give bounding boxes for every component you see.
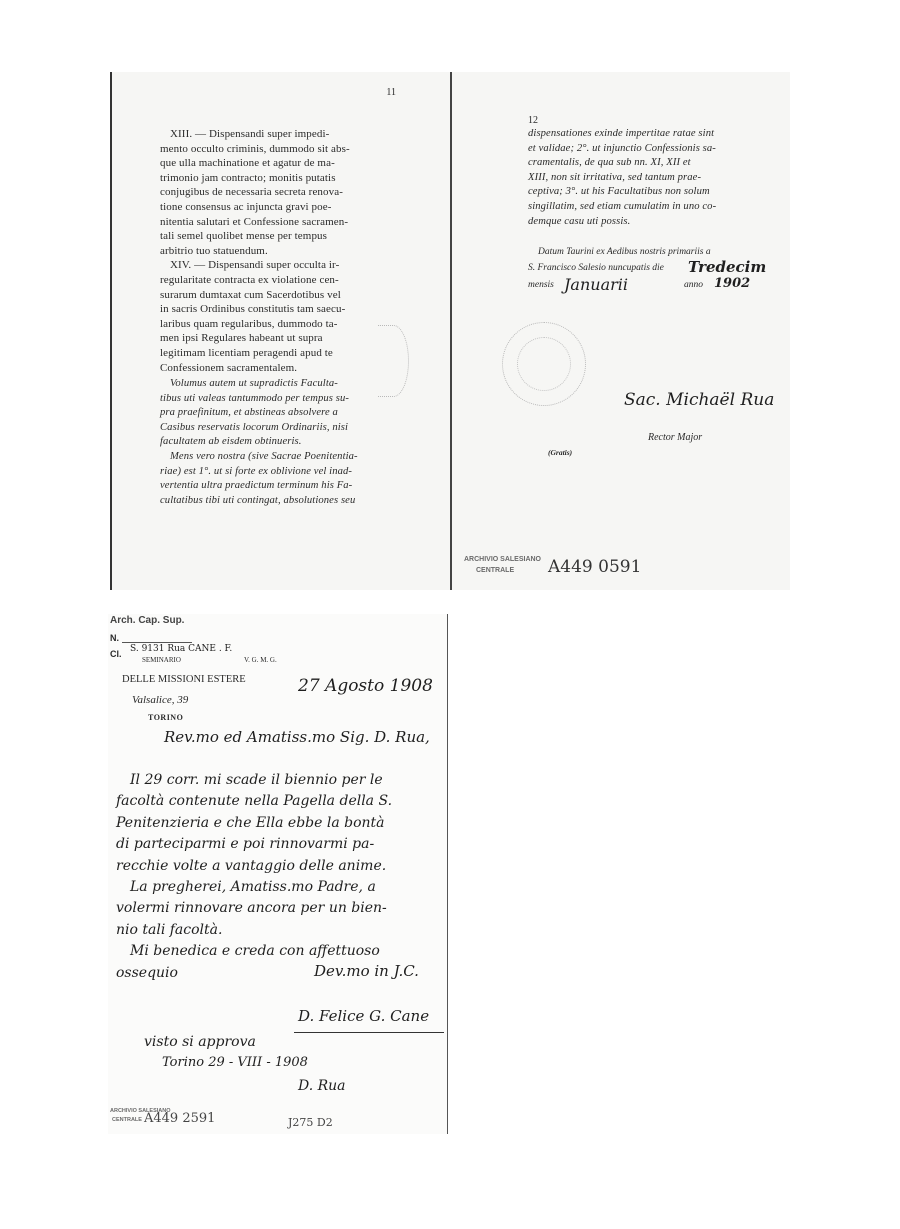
letter-body-line: recchie volte a vantaggio delle anime. (116, 857, 387, 874)
cl-label: Cl. (110, 649, 122, 659)
n-label: N. (110, 633, 119, 643)
archive-code-bottom: A449 2591 (144, 1111, 216, 1126)
left-page-italic-line: riae) est 1°. ut si forte ex oblivione vel inad- (160, 465, 353, 477)
archive-stamp-top-line2: CENTRALE (476, 567, 515, 574)
left-page-italic-line: Mens vero nostra (sive Sacrae Poenitentia- (170, 451, 358, 462)
left-page-line: surarum dumtaxat cum Sacerdotibus vel (160, 288, 341, 301)
letter-body-line: volermi rinnovare ancora per un bien- (116, 900, 387, 917)
left-page-italic-line: vertentia ultra praedictum terminum his Fa- (160, 480, 353, 492)
signature-underline (294, 1032, 444, 1033)
page-number-left: 11 (386, 87, 396, 98)
left-page-line: conjugibus de necessaria secreta renova- (160, 186, 343, 199)
right-page-italic-line: singillatim, sed etiam cumulatim in uno co- (528, 201, 717, 212)
left-page-line: regularitate contracta ex violatione cen- (160, 274, 339, 286)
scan-right-edge (447, 614, 449, 1134)
round-stamp-faint (378, 325, 409, 397)
archive-stamp-top-line1: ARCHIVIO SALESIANO (464, 556, 542, 563)
archive-stamp-bottom-line2: CENTRALE (112, 1117, 142, 1123)
vgmg: V. G. M. G. (244, 656, 277, 664)
left-page-line: men ipsi Regulares habeant ut supra (160, 332, 323, 345)
letter-body-line: Mi benedica e creda con affettuoso (130, 943, 380, 960)
datum-mensis: mensis (528, 280, 554, 290)
letter-body-line: facoltà contenute nella Pagella della S. (116, 793, 393, 810)
left-page-line: XIII. — Dispensandi super impedi- (170, 128, 330, 140)
letter-body-line: ossequio (116, 964, 178, 981)
letter-closing: Dev.mo in J.C. (314, 962, 419, 980)
approval-signature: D. Rua (298, 1078, 346, 1094)
archive-code-top: A449 0591 (548, 557, 642, 577)
left-page-italic-line: facultatem ab eisdem obtinueris. (160, 436, 302, 448)
seminario: SEMINARIO (142, 656, 181, 664)
top-scan (110, 72, 790, 590)
letter-date: 27 Agosto 1908 (298, 676, 433, 696)
archive-stamp-bottom-line1: ARCHIVIO SALESIANO (110, 1108, 171, 1114)
datum-line-2 (528, 263, 664, 273)
left-page-line: in sacris Ordinibus constitutis tam saecu- (160, 303, 346, 316)
letter-salutation: Rev.mo ed Amatiss.mo Sig. D. Rua, (164, 728, 430, 746)
letter-body-line: La pregherei, Amatiss.mo Padre, a (130, 879, 376, 895)
left-page (110, 72, 450, 590)
left-page-italic-line: Casibus reservatis locorum Ordinariis, nisi (160, 421, 349, 433)
right-page-italic-line: et validae; 2°. ut injunctio Confessionis sa- (528, 142, 716, 154)
left-page-line: legitimam licentiam peragendi apud te (160, 347, 333, 359)
left-page-italic-line: pra praefinitum, et abstineas absolvere a (160, 407, 338, 419)
left-page-line: Confessionem sacramentalem. (160, 361, 298, 374)
letter-signature: D. Felice G. Cane (298, 1007, 430, 1025)
right-page-italic-line: XIII, non sit irritativa, sed tantum prae- (528, 171, 702, 183)
letter-body-line: nio tali facoltà. (116, 921, 223, 938)
left-page-line: nitentia salutari et Confessione sacramen- (160, 215, 349, 228)
letter-body-line: Il 29 corr. mi scade il biennio per le (130, 772, 383, 788)
left-page-italic-line: cultatibus tibi uti contingat, absolutiones seu (160, 494, 356, 506)
left-page-italic-line: Volumus autem ut supradictis Faculta- (170, 378, 338, 389)
bottom-scan (108, 614, 448, 1134)
approval-line-1: visto si approva (144, 1034, 256, 1050)
missioni-estere: DELLE MISSIONI ESTERE (122, 674, 246, 685)
address-valsalice: Valsalice, 39 (132, 694, 189, 706)
datum-line-1: Datum Taurini ex Aedibus nostris primariis a (538, 247, 711, 257)
datum-day-handwritten: Tredecim (688, 258, 767, 276)
right-page (452, 72, 790, 590)
datum-anno: anno (684, 280, 703, 290)
left-page-line: mento occulto criminis, dummodo sit abs- (160, 142, 350, 155)
datum-month-handwritten: Januarii (564, 275, 628, 294)
gratis-label: (Gratis) (548, 448, 573, 457)
reference-code: J275 D2 (288, 1116, 333, 1129)
signature-rua: Sac. Michaël Rua (624, 390, 775, 410)
left-page-italic-line: tibus uti valeas tantummodo per tempus su- (160, 392, 349, 404)
letter-body-line: di parteciparmi e poi rinnovarmi pa- (116, 836, 375, 853)
letter-body-line: Penitenzieria e che Ella ebbe la bontà (116, 814, 385, 831)
n-underline (122, 642, 192, 643)
round-seal-stamp (502, 322, 586, 406)
left-page-line: que ulla machinatione et agatur de ma- (160, 157, 335, 170)
left-page-line: trimonio jam contracto; monitis putatis (160, 171, 336, 184)
right-page-italic-line: ceptiva; 3°. ut his Facultatibus non solum (528, 186, 710, 198)
datum-line-2-print: S. Francisco Salesio nuncupatis die (528, 263, 664, 273)
approval-line-2: Torino 29 - VIII - 1908 (162, 1055, 308, 1070)
left-page-line: arbitrio tuo statuendum. (160, 244, 268, 257)
left-page-line: laribus quam regularibus, dummodo ta- (160, 317, 338, 330)
datum-year-handwritten: 1902 (714, 276, 751, 291)
cl-handwritten: S. 9131 Rua CANE . F. (130, 644, 233, 654)
page-number-right: 12 (528, 115, 538, 126)
left-page-line: tione consensus ac injuncta gravi poe- (160, 201, 332, 213)
city-torino: TORINO (148, 713, 184, 722)
right-page-italic-line: demque casu uti possis. (528, 215, 631, 227)
rector-major: Rector Major (648, 432, 703, 443)
right-page-italic-line: dispensationes exinde impertitae ratae sint (528, 128, 715, 139)
left-page-line: XIV. — Dispensandi super occulta ir- (170, 259, 340, 272)
arch-cap-sup: Arch. Cap. Sup. (110, 615, 185, 626)
left-page-line: tali semel quolibet mense per tempus (160, 230, 328, 243)
right-page-italic-line: cramentalis, de qua sub nn. XI, XII et (528, 157, 691, 169)
